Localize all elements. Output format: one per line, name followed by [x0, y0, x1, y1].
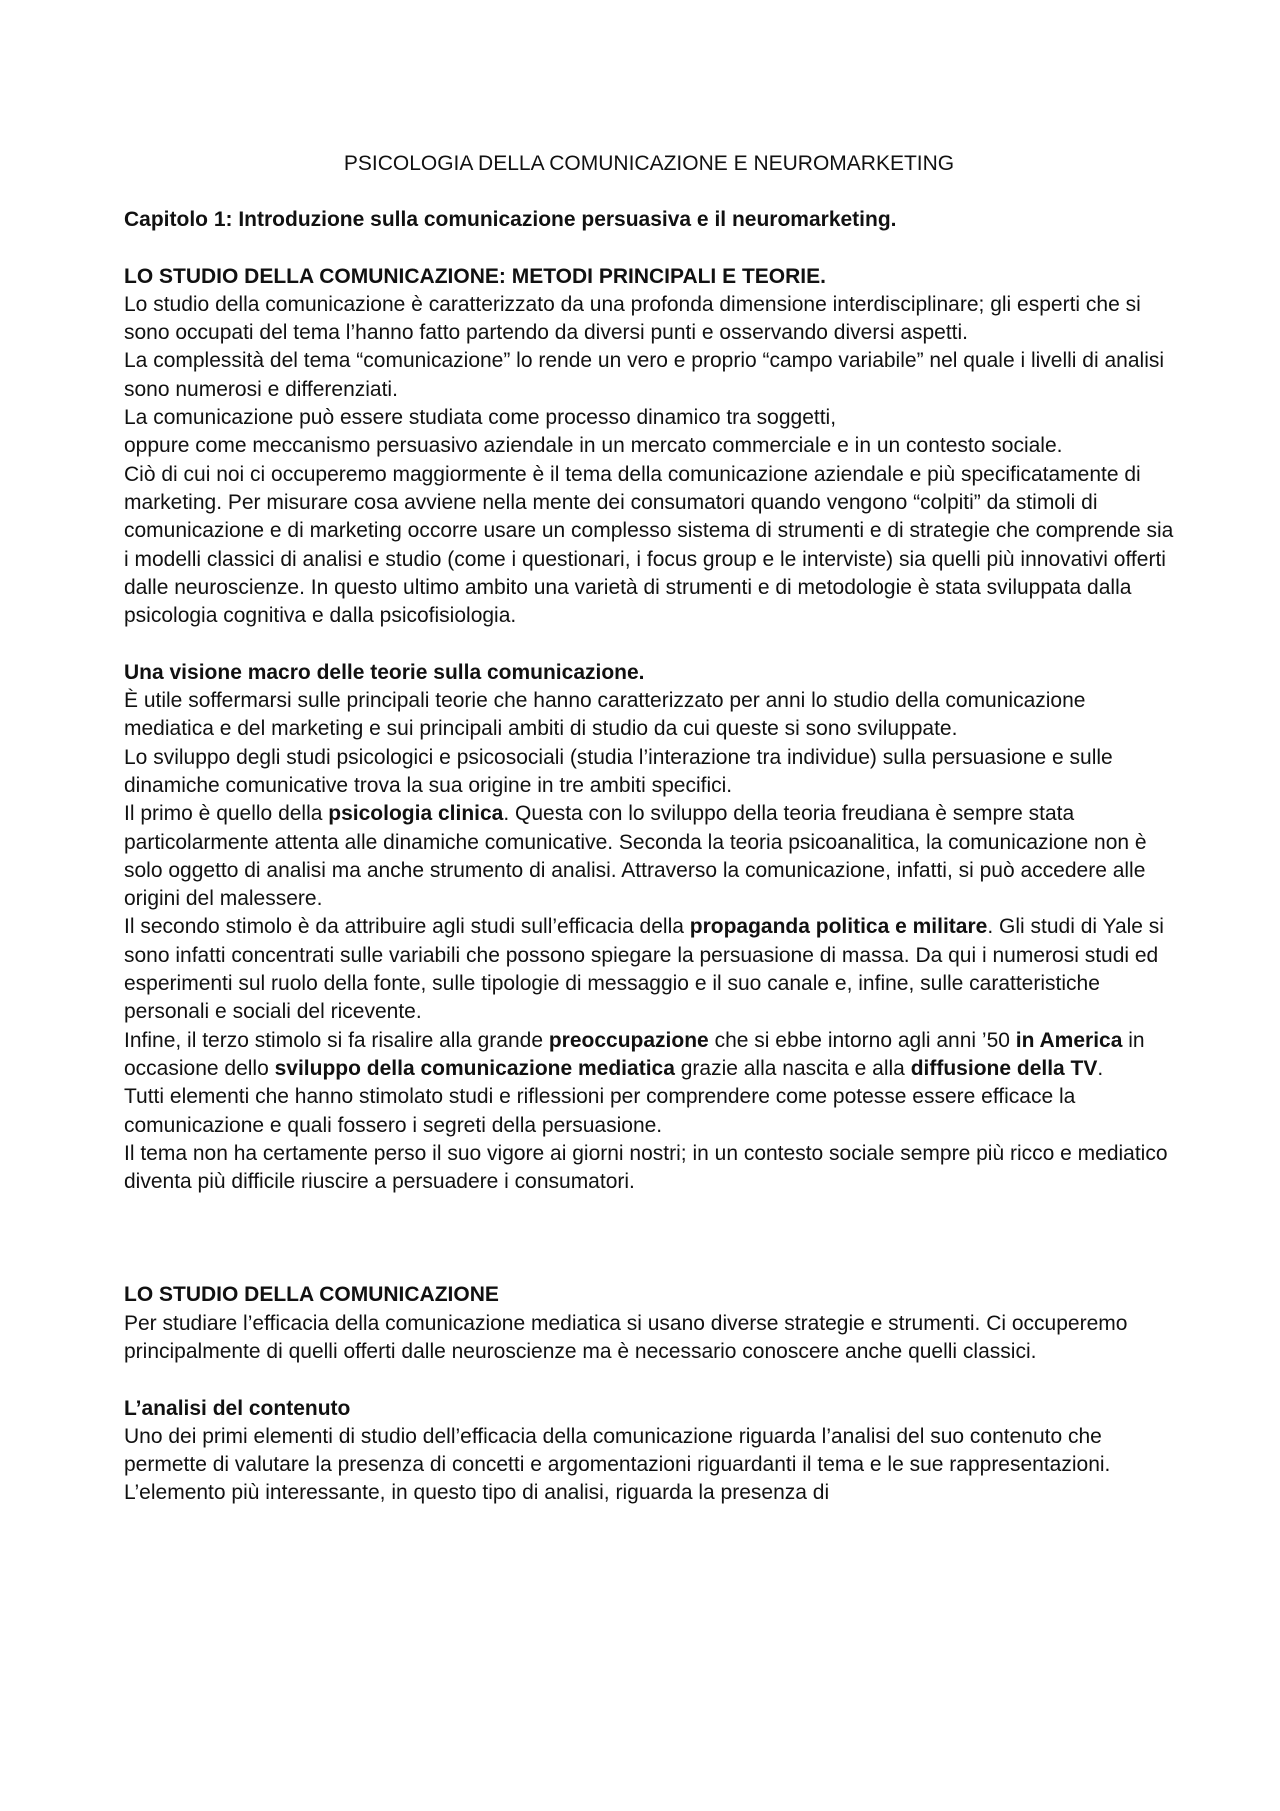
bold-term: diffusione della TV: [910, 1056, 1098, 1080]
bold-term: sviluppo della comunicazione mediatica: [274, 1056, 675, 1080]
document-page: [124, 150, 1174, 1508]
paragraph: Ciò di cui noi ci occuperemo maggiormente è il tema della comunicazione aziendale e più specificatamente di marketing. Per misurare cosa avviene nella mente dei consumatori quando vengono “colpiti” da stimoli di comunicazione e di marketing occorre usare un complesso sistema di strumenti e di strategie che comprende sia i modelli classici di analisi e studio (come i questionari, i focus group e le interviste) sia quelli più innovativi offerti dalle neuroscienze. In questo ultimo ambito una varietà di strumenti e di metodologie è stata sviluppata dalla psicologia cognitiva e dalla psicofisiologia.: [124, 462, 1174, 628]
spacer: [124, 1196, 1174, 1281]
text-run: in occasione dello: [124, 1028, 1145, 1080]
text-run: .: [1097, 1056, 1104, 1080]
spacer: [124, 630, 1174, 658]
paragraph: Il tema non ha certamente perso il suo vigore ai giorni nostri; in un contesto sociale sempre più ricco e mediatico diventa più difficile riuscire a persuadere i consumatori.: [124, 1141, 1168, 1194]
bold-term: propaganda politica e militare: [689, 915, 988, 939]
document-title: PSICOLOGIA DELLA COMUNICAZIONE E NEUROMARKETING: [343, 152, 955, 175]
section-heading-methods: LO STUDIO DELLA COMUNICAZIONE: METODI PRINCIPALI E TEORIE.: [124, 264, 826, 288]
section-heading-content-analysis: L’analisi del contenuto: [124, 1396, 351, 1420]
paragraph: oppure come meccanismo persuasivo aziendale in un mercato commerciale e in un contesto sociale.: [124, 434, 1063, 458]
paragraph: Lo sviluppo degli studi psicologici e psicosociali (studia l’interazione tra individue) sulla persuasione e sulle dinamiche comunicative trova la sua origine in tre ambiti specifici.: [124, 745, 1113, 797]
text-run: Il primo è quello della: [124, 802, 329, 826]
text-run: Infine, il terzo stimolo si fa risalire alla grande: [124, 1028, 549, 1052]
paragraph: È utile soffermarsi sulle principali teorie che hanno caratterizzato per anni lo studio della comunicazione mediatica e del marketing e sui principali ambiti di studio da cui queste si sono sviluppate.: [124, 689, 1086, 741]
paragraph: La complessità del tema “comunicazione” lo rende un vero e proprio “campo variabile” nel quale i livelli di analisi sono numerosi e differenziati.: [124, 349, 1165, 401]
text-run: . Gli studi di Yale si sono infatti concentrati sulle variabili che possono spiegare la persuasione di massa. Da qui i numerosi studi ed esperimenti sul ruolo della fonte, sulle tipologie di messaggio e il suo canale e, infine, sulle caratteristiche personali e sociali del ricevente.: [124, 915, 1164, 1024]
section-heading-study: LO STUDIO DELLA COMUNICAZIONE: [124, 1283, 499, 1307]
section-heading-macro-vision: Una visione macro delle teorie sulla comunicazione.: [124, 660, 645, 684]
paragraph-clinical-psychology: [124, 800, 1174, 913]
text-run: Il secondo stimolo è da attribuire agli studi sull’efficacia della: [124, 915, 690, 939]
paragraph: Tutti elementi che hanno stimolato studi e riflessioni per comprendere come potesse essere efficace la comunicazione e quali fossero i segreti della persuasione.: [124, 1085, 1076, 1137]
paragraph-media-development: [124, 1027, 1174, 1084]
text-run: grazie alla nascita e alla: [674, 1056, 911, 1080]
paragraph-propaganda: [124, 913, 1174, 1026]
bold-term: psicologia clinica: [328, 802, 504, 826]
spacer: [124, 1366, 1174, 1394]
chapter-title: Capitolo 1: Introduzione sulla comunicazione persuasiva e il neuromarketing.: [124, 208, 897, 232]
paragraph: Per studiare l’efficacia della comunicazione mediatica si usano diverse strategie e strumenti. Ci occuperemo principalmente di quelli offerti dalle neuroscienze ma è necessario conoscere anche quelli classici.: [124, 1311, 1128, 1363]
text-run: che si ebbe intorno agli anni ’50: [708, 1028, 1016, 1052]
text-run: . Questa con lo sviluppo della teoria freudiana è sempre stata particolarmente attenta alle dinamiche comunicative. Seconda la teoria psicoanalitica, la comunicazione non è solo oggetto di analisi ma anche strumento di analisi. Attraverso la comunicazione, infatti, si può accedere alle origini del malessere.: [124, 802, 1147, 911]
paragraph: La comunicazione può essere studiata come processo dinamico tra soggetti,: [124, 406, 837, 430]
bold-term: in America: [1015, 1028, 1123, 1052]
paragraph: Lo studio della comunicazione è caratterizzato da una profonda dimensione interdisciplinare; gli esperti che si sono occupati del tema l’hanno fatto partendo da diversi punti e osservando diversi aspetti.: [124, 292, 1141, 345]
paragraph: Uno dei primi elementi di studio dell’efficacia della comunicazione riguarda l’analisi del suo contenuto che permette di valutare la presenza di concetti e argomentazioni riguardanti il tema e le sue rappresentazioni. L’elemento più interessante, in questo tipo di analisi, riguarda la presenza di: [124, 1424, 1111, 1505]
bold-term: preoccupazione: [548, 1028, 709, 1052]
